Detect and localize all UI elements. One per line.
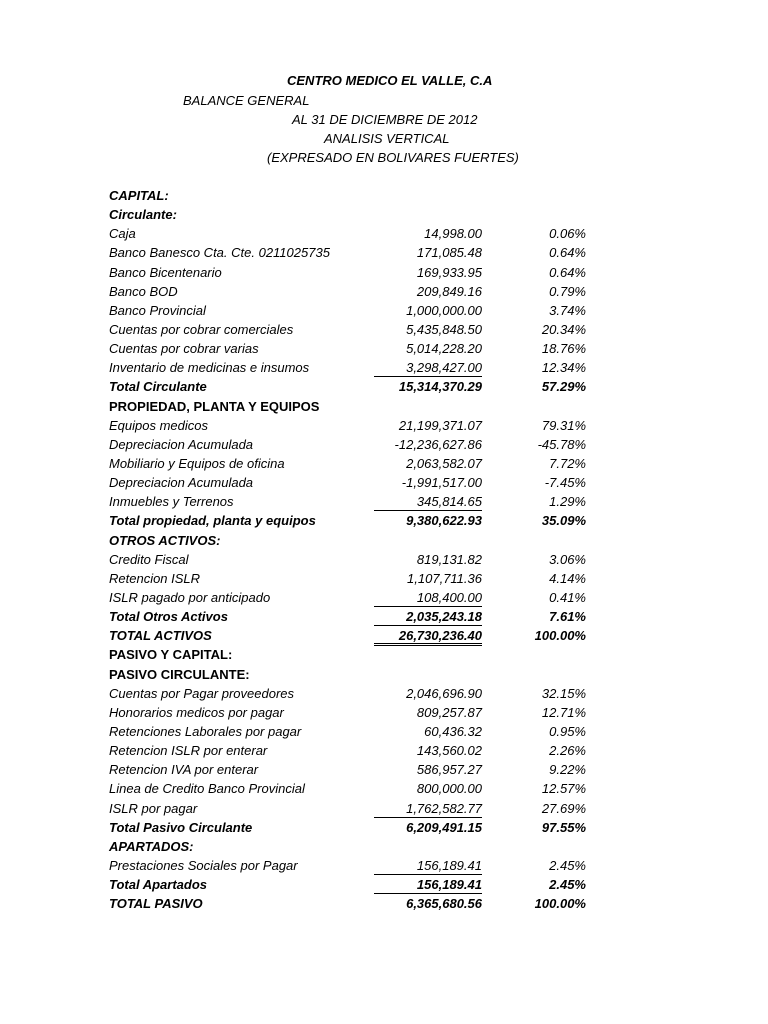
row-percentage: 3.74% [549,302,586,318]
row-label: Linea de Credito Banco Provincial [109,781,305,797]
row-percentage: 0.64% [549,245,586,261]
row-percentage: 20.34% [541,321,586,337]
row-percentage: 12.57% [541,781,586,797]
table-row [0,550,768,569]
row-amount: 2,035,243.18 [374,607,482,626]
row-amount: 2,046,696.90 [406,685,482,701]
row-percentage: 0.06% [549,226,586,242]
row-amount: 143,560.02 [416,743,482,759]
table-row [0,588,768,607]
report-date: AL 31 DE DICIEMBRE DE 2012 [292,112,478,127]
row-amount: 2,063,582.07 [406,455,482,471]
section-heading [0,837,768,856]
row-label: Inventario de medicinas e insumos [109,360,310,376]
table-row [0,875,768,894]
table-row [0,358,768,377]
row-percentage: 2.26% [549,743,586,759]
table-row [0,760,768,779]
table-row [0,492,768,511]
row-label: Retencion ISLR por enterar [109,743,268,759]
row-amount: 15,314,370.29 [398,379,482,395]
row-percentage: 3.06% [549,551,586,567]
analysis-type: ANALISIS VERTICAL [324,131,450,146]
row-percentage: 27.69% [541,800,586,816]
section-heading [0,531,768,550]
row-percentage: 32.15% [541,685,586,701]
table-row [0,454,768,473]
row-percentage: -7.45% [544,475,586,491]
row-amount: 9,380,622.93 [406,513,482,529]
row-percentage: 57.29% [541,379,586,395]
row-label: Total Circulante [109,379,207,395]
row-percentage: 2.45% [549,857,586,873]
row-label: Inmuebles y Terrenos [109,494,234,510]
row-percentage: 7.72% [549,455,586,471]
row-percentage: 9.22% [549,762,586,778]
row-label: Retencion ISLR [109,570,201,586]
row-label: Total Apartados [109,877,207,893]
row-label: Circulante: [109,207,177,223]
row-percentage: 7.61% [549,609,586,625]
row-label: Banco Provincial [109,302,206,318]
row-percentage: 2.45% [549,877,586,893]
table-row [0,435,768,454]
balance-sheet-table [0,186,768,913]
row-percentage: 18.76% [541,341,586,357]
report-title: BALANCE GENERAL [183,93,310,108]
row-amount: 6,209,491.15 [406,819,482,835]
row-label: PROPIEDAD, PLANTA Y EQUIPOS [109,398,320,414]
table-row [0,224,768,243]
table-row [0,818,768,837]
section-heading [0,645,768,664]
table-row [0,684,768,703]
table-row [0,626,768,645]
row-label: Mobiliario y Equipos de oficina [109,455,285,471]
row-label: Total Otros Activos [109,609,228,625]
row-amount: 21,199,371.07 [398,417,482,433]
row-percentage: 100.00% [534,896,586,912]
row-label: CAPITAL: [109,188,169,203]
row-amount: 156,189.41 [374,856,482,875]
row-label: Cuentas por cobrar comerciales [109,321,294,337]
table-row [0,607,768,626]
row-amount: 171,085.48 [416,245,482,261]
table-row [0,320,768,339]
table-row [0,301,768,320]
table-row [0,569,768,588]
table-row [0,416,768,435]
row-label: Banco BOD [109,283,178,299]
currency-note: (EXPRESADO EN BOLIVARES FUERTES) [267,150,519,165]
row-percentage: -45.78% [537,436,586,452]
row-percentage: 0.95% [549,723,586,739]
row-amount: 60,436.32 [424,723,482,739]
row-percentage: 12.71% [541,704,586,720]
row-percentage: 12.34% [541,360,586,376]
table-row [0,473,768,492]
table-row [0,741,768,760]
row-amount: 5,435,848.50 [406,321,482,337]
section-heading [0,186,768,205]
row-label: Banco Banesco Cta. Cte. 0211025735 [109,245,330,261]
row-label: PASIVO Y CAPITAL: [109,647,233,663]
row-label: Credito Fiscal [109,551,189,567]
table-row [0,339,768,358]
row-label: OTROS ACTIVOS: [109,532,221,548]
table-row [0,282,768,301]
row-label: Total propiedad, planta y equipos [109,513,316,529]
table-row [0,894,768,913]
row-amount: 1,107,711.36 [407,570,482,586]
section-heading [0,397,768,416]
row-percentage: 79.31% [541,417,586,433]
row-amount: 108,400.00 [374,588,482,607]
table-row [0,263,768,282]
row-label: PASIVO CIRCULANTE: [109,666,250,682]
row-percentage: 1.29% [549,494,586,510]
table-row [0,799,768,818]
row-amount: 14,998.00 [424,226,482,242]
section-heading [0,665,768,684]
row-amount: 169,933.95 [416,264,482,280]
table-row [0,703,768,722]
table-row [0,722,768,741]
row-amount: 209,849.16 [416,283,482,299]
row-percentage: 97.55% [541,819,586,835]
row-percentage: 0.79% [549,283,586,299]
row-percentage: 100.00% [534,628,586,644]
row-amount: -1,991,517.00 [401,475,482,491]
section-heading [0,205,768,224]
row-amount: 809,257.87 [416,704,482,720]
row-amount: 26,730,236.40 [374,626,482,646]
row-label: Honorarios medicos por pagar [109,704,284,720]
row-amount: 345,814.65 [374,492,482,511]
row-label: TOTAL ACTIVOS [109,628,212,644]
row-label: Retenciones Laborales por pagar [109,723,302,739]
row-label: Caja [109,226,136,242]
row-percentage: 0.41% [549,589,586,605]
row-amount: 1,000,000.00 [406,302,482,318]
row-label: TOTAL PASIVO [109,896,203,912]
row-percentage: 0.64% [549,264,586,280]
row-percentage: 35.09% [541,513,586,529]
row-amount: 156,189.41 [374,875,482,894]
row-label: APARTADOS: [109,838,194,854]
table-row [0,779,768,798]
row-label: Depreciacion Acumulada [109,475,254,491]
row-amount: 3,298,427.00 [374,358,482,377]
row-label: Cuentas por cobrar varias [109,341,259,357]
table-row [0,856,768,875]
row-amount: 800,000.00 [416,781,482,797]
row-label: Total Pasivo Circulante [109,819,253,835]
row-amount: 1,762,582.77 [374,799,482,818]
row-label: ISLR pagado por anticipado [109,589,271,605]
table-row [0,511,768,530]
row-label: Retencion IVA por enterar [109,762,259,778]
row-label: Prestaciones Sociales por Pagar [109,857,298,873]
row-label: Cuentas por Pagar proveedores [109,685,295,701]
row-label: ISLR por pagar [109,800,198,816]
row-label: Depreciacion Acumulada [109,436,254,452]
row-amount: 5,014,228.20 [406,341,482,357]
table-row [0,377,768,396]
row-amount: -12,236,627.86 [394,436,482,452]
row-label: Equipos medicos [109,417,208,433]
row-label: Banco Bicentenario [109,264,222,280]
row-percentage: 4.14% [549,570,586,586]
row-amount: 819,131.82 [416,551,482,567]
row-amount: 6,365,680.56 [406,896,482,912]
company-name: CENTRO MEDICO EL VALLE, C.A [287,73,493,88]
table-row [0,243,768,262]
row-amount: 586,957.27 [416,762,482,778]
